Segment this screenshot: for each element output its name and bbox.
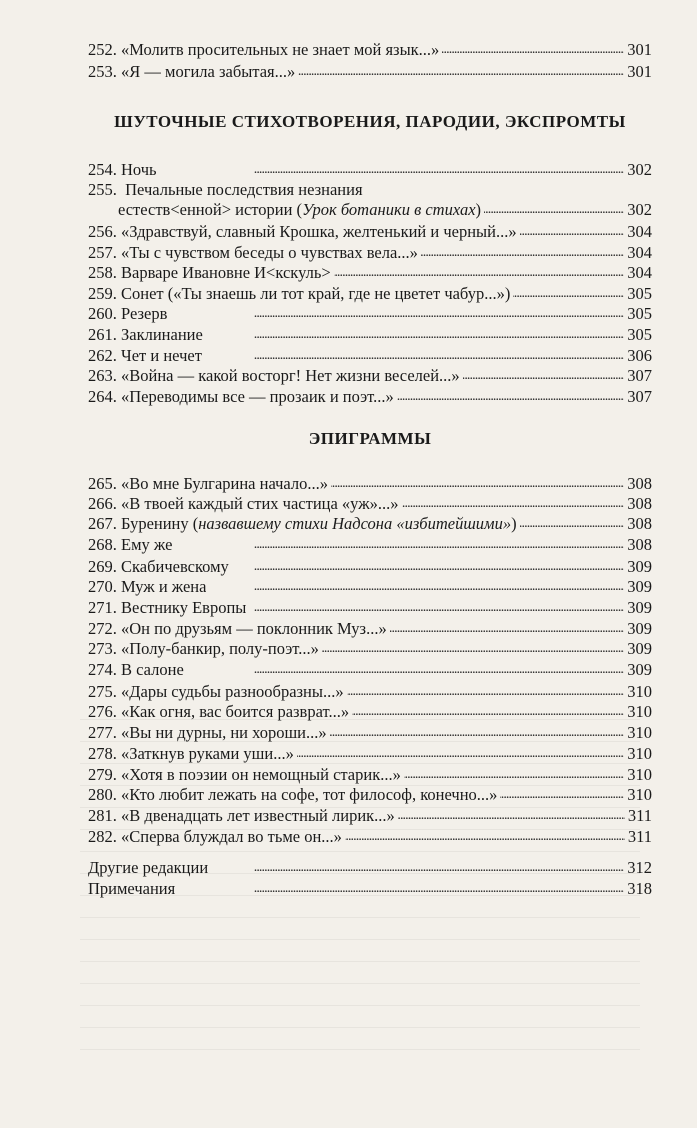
entry-title: Примечания: [88, 879, 176, 898]
entry-title: «Заткнув руками уши...»: [121, 744, 294, 763]
entry-page: 309: [627, 577, 652, 596]
dot-leader: [170, 304, 624, 324]
entry-page: 311: [627, 827, 652, 846]
entry-number: 261.: [88, 325, 117, 344]
entry-title: «Полу-банкир, полу-поэт...»: [121, 639, 319, 658]
dot-leader: [322, 639, 624, 659]
toc-entry[interactable]: [88, 700, 652, 722]
toc-entry[interactable]: [88, 637, 652, 659]
entry-page: 308: [627, 494, 652, 513]
dot-leader: [206, 325, 624, 345]
entry-number: 278.: [88, 744, 117, 763]
entry-page: 308: [627, 514, 652, 533]
entry-number: 272.: [88, 619, 117, 638]
dot-leader: [421, 243, 624, 263]
dot-leader: [297, 744, 624, 764]
toc-entry[interactable]: [88, 783, 652, 805]
entry-page: 308: [627, 535, 652, 554]
entry-title: В салоне: [121, 660, 184, 679]
entry-title: Ему же: [121, 535, 173, 554]
toc-entry[interactable]: [88, 658, 652, 680]
dot-leader: [175, 535, 624, 555]
entry-page: 309: [627, 619, 652, 638]
entry-title: Другие редакции: [88, 858, 209, 877]
toc-entry[interactable]: [88, 241, 652, 263]
entry-title-line1: Печальные последствия незнания: [125, 180, 363, 199]
toc-entry[interactable]: [88, 533, 652, 555]
section-heading: ЭПИГРАММЫ: [308, 429, 432, 448]
entry-title: «Я — могила забытая...»: [121, 62, 296, 81]
entry-page: 307: [627, 366, 652, 386]
dot-leader: [513, 284, 624, 304]
dot-leader: [520, 222, 625, 242]
dot-leader: [463, 366, 625, 386]
entry-page: 304: [627, 222, 652, 241]
entry-page: 309: [627, 660, 652, 679]
entry-number: 277.: [88, 723, 117, 742]
toc-entry[interactable]: [88, 763, 652, 785]
entry-number: 259.: [88, 283, 117, 303]
entry-title: «В двенадцать лет известный лирик...»: [121, 806, 395, 825]
entry-title: «Ты с чувством беседы о чувствах вела...»: [121, 242, 418, 262]
toc-entry[interactable]: [88, 856, 652, 878]
entry-number: 258.: [88, 263, 117, 283]
entry-title: Варваре Ивановне И<кскуль>: [121, 263, 331, 283]
entry-title: «В твоей каждый стих частица «уж»...»: [121, 494, 399, 513]
entry-page: 308: [627, 474, 652, 493]
entry-number: 281.: [88, 806, 117, 825]
entry-title-line2: естеств<енной> истории (Урок ботаники в стихах): [118, 200, 482, 219]
dot-leader: [330, 723, 625, 743]
toc-entry[interactable]: [88, 302, 652, 324]
entry-page: 301: [627, 62, 652, 81]
entry-title: «Дары судьбы разнообразны...»: [121, 682, 344, 701]
toc-entry[interactable]: [88, 282, 652, 304]
toc-entry[interactable]: [88, 555, 652, 577]
entry-title: Сонет («Ты знаешь ли тот край, где не цветет чабур...»): [121, 283, 511, 303]
entry-number: 274.: [88, 660, 117, 679]
dot-leader: [331, 474, 624, 494]
entry-page: 302: [627, 200, 652, 219]
entry-title: «Вы ни дурны, ни хороши...»: [121, 723, 327, 742]
entry-title: Чет и нечет: [121, 345, 202, 365]
toc-entry[interactable]: [88, 617, 652, 639]
toc-entry[interactable]: [88, 385, 652, 407]
entry-title: Резерв: [121, 304, 168, 324]
entry-number: 264.: [88, 386, 117, 406]
entry-number: 260.: [88, 304, 117, 324]
entry-title: Скабичевскому: [121, 557, 229, 576]
dot-leader: [187, 660, 624, 680]
toc-entry[interactable]: [88, 220, 652, 242]
toc-entry[interactable]: [88, 472, 652, 494]
dot-leader: [402, 494, 625, 514]
entry-number: 263.: [88, 366, 117, 386]
toc-entry-line1[interactable]: [88, 180, 363, 200]
toc-entry[interactable]: [88, 804, 652, 826]
toc-entry[interactable]: [88, 596, 652, 618]
entry-page: 305: [627, 304, 652, 324]
entry-number: 257.: [88, 242, 117, 262]
dot-leader: [404, 765, 624, 785]
dot-leader: [484, 200, 624, 220]
toc-entry[interactable]: [88, 158, 652, 180]
entry-number: 252.: [88, 40, 117, 59]
toc-entry[interactable]: [88, 512, 652, 534]
dot-leader: [398, 806, 625, 826]
entry-number: 256.: [88, 222, 117, 241]
entry-number: 254.: [88, 160, 117, 179]
entry-title: Буренину (назвавшему стихи Надсона «избитейшими»): [121, 514, 517, 533]
entry-title: «Хотя в поэзии он немощный старик...»: [121, 765, 401, 784]
entry-number: 255.: [88, 180, 117, 199]
entry-page: 311: [627, 806, 652, 825]
entry-title: «Во мне Булгарина начало...»: [121, 474, 328, 493]
entry-page: 309: [627, 598, 652, 617]
dot-leader: [352, 702, 624, 722]
entry-page: 318: [627, 879, 652, 898]
toc-entry[interactable]: [88, 721, 652, 743]
dot-leader: [178, 879, 624, 899]
toc-entry-line2[interactable]: [88, 198, 652, 220]
section-heading: ШУТОЧНЫЕ СТИХОТВОРЕНИЯ, ПАРОДИИ, ЭКСПРОМТЫ: [114, 112, 626, 131]
entry-page: 310: [627, 785, 652, 804]
toc-entry[interactable]: [88, 575, 652, 597]
entry-number: 266.: [88, 494, 117, 513]
dot-leader: [205, 346, 624, 366]
dot-leader: [211, 858, 624, 878]
entry-title: «Сперва блуждал во тьме он...»: [121, 827, 342, 846]
dot-leader: [442, 40, 624, 60]
entry-number: 262.: [88, 345, 117, 365]
entry-page: 305: [627, 325, 652, 344]
entry-number: 253.: [88, 62, 117, 81]
entry-page: 305: [627, 283, 652, 303]
entry-number: 268.: [88, 535, 117, 554]
entry-title: «Здравствуй, славный Крошка, желтенький и черный...»: [121, 222, 517, 241]
toc-entry[interactable]: [88, 60, 652, 82]
entry-number: 279.: [88, 765, 117, 784]
dot-leader: [249, 598, 624, 618]
dot-leader: [334, 263, 625, 283]
entry-page: 310: [627, 744, 652, 763]
entry-page: 310: [627, 765, 652, 784]
entry-title: Ночь: [121, 160, 157, 179]
entry-title: «Он по друзьям — поклонник Муз...»: [121, 619, 387, 638]
entry-number: 275.: [88, 682, 117, 701]
entry-page: 310: [627, 723, 652, 742]
entry-number: 267.: [88, 514, 117, 533]
dot-leader: [298, 62, 624, 82]
toc-entry[interactable]: [88, 825, 652, 847]
dot-leader: [209, 577, 624, 597]
entry-page: 310: [627, 702, 652, 721]
toc-entry[interactable]: [88, 323, 652, 345]
dot-leader: [390, 619, 625, 639]
entry-number: 271.: [88, 598, 117, 617]
entry-title: Вестнику Европы: [121, 598, 247, 617]
entry-title: «Переводимы все — прозаик и поэт...»: [121, 386, 394, 406]
entry-page: 312: [627, 858, 652, 877]
dot-leader: [520, 514, 625, 534]
toc-entry[interactable]: [88, 492, 652, 514]
entry-page: 304: [627, 242, 652, 262]
entry-title: «Война — какой восторг! Нет жизни веселей...»: [121, 366, 460, 386]
dot-leader: [347, 682, 625, 702]
entry-title: «Кто любит лежать на софе, тот философ, конечно...»: [121, 785, 498, 804]
dot-leader: [397, 387, 625, 407]
toc-entry[interactable]: [88, 261, 652, 283]
dot-leader: [500, 785, 624, 805]
entry-title: Муж и жена: [121, 577, 207, 596]
entry-page: 310: [627, 682, 652, 701]
entry-number: 273.: [88, 639, 117, 658]
entry-page: 302: [627, 160, 652, 179]
entry-number: 282.: [88, 827, 117, 846]
entry-title: «Как огня, вас боится разврат...»: [121, 702, 350, 721]
toc-entry[interactable]: [88, 364, 652, 386]
entry-page: 307: [627, 386, 652, 406]
entry-page: 301: [627, 40, 652, 59]
entry-page: 304: [627, 263, 652, 283]
toc-entry[interactable]: [88, 877, 652, 899]
dot-leader: [160, 160, 625, 180]
entry-page: 306: [627, 345, 652, 365]
entry-number: 270.: [88, 577, 117, 596]
entry-page: 309: [627, 557, 652, 576]
toc-entry[interactable]: [88, 38, 652, 60]
dot-leader: [232, 557, 624, 577]
entry-number: 265.: [88, 474, 117, 493]
toc-entry[interactable]: [88, 680, 652, 702]
dot-leader: [345, 827, 625, 847]
entry-number: 276.: [88, 702, 117, 721]
toc-entry[interactable]: [88, 742, 652, 764]
entry-number: 269.: [88, 557, 117, 576]
entry-page: 309: [627, 639, 652, 658]
entry-title: «Молитв просительных не знает мой язык...»: [121, 40, 440, 59]
entry-number: 280.: [88, 785, 117, 804]
toc-entry[interactable]: [88, 344, 652, 366]
entry-title: Заклинание: [121, 325, 203, 344]
